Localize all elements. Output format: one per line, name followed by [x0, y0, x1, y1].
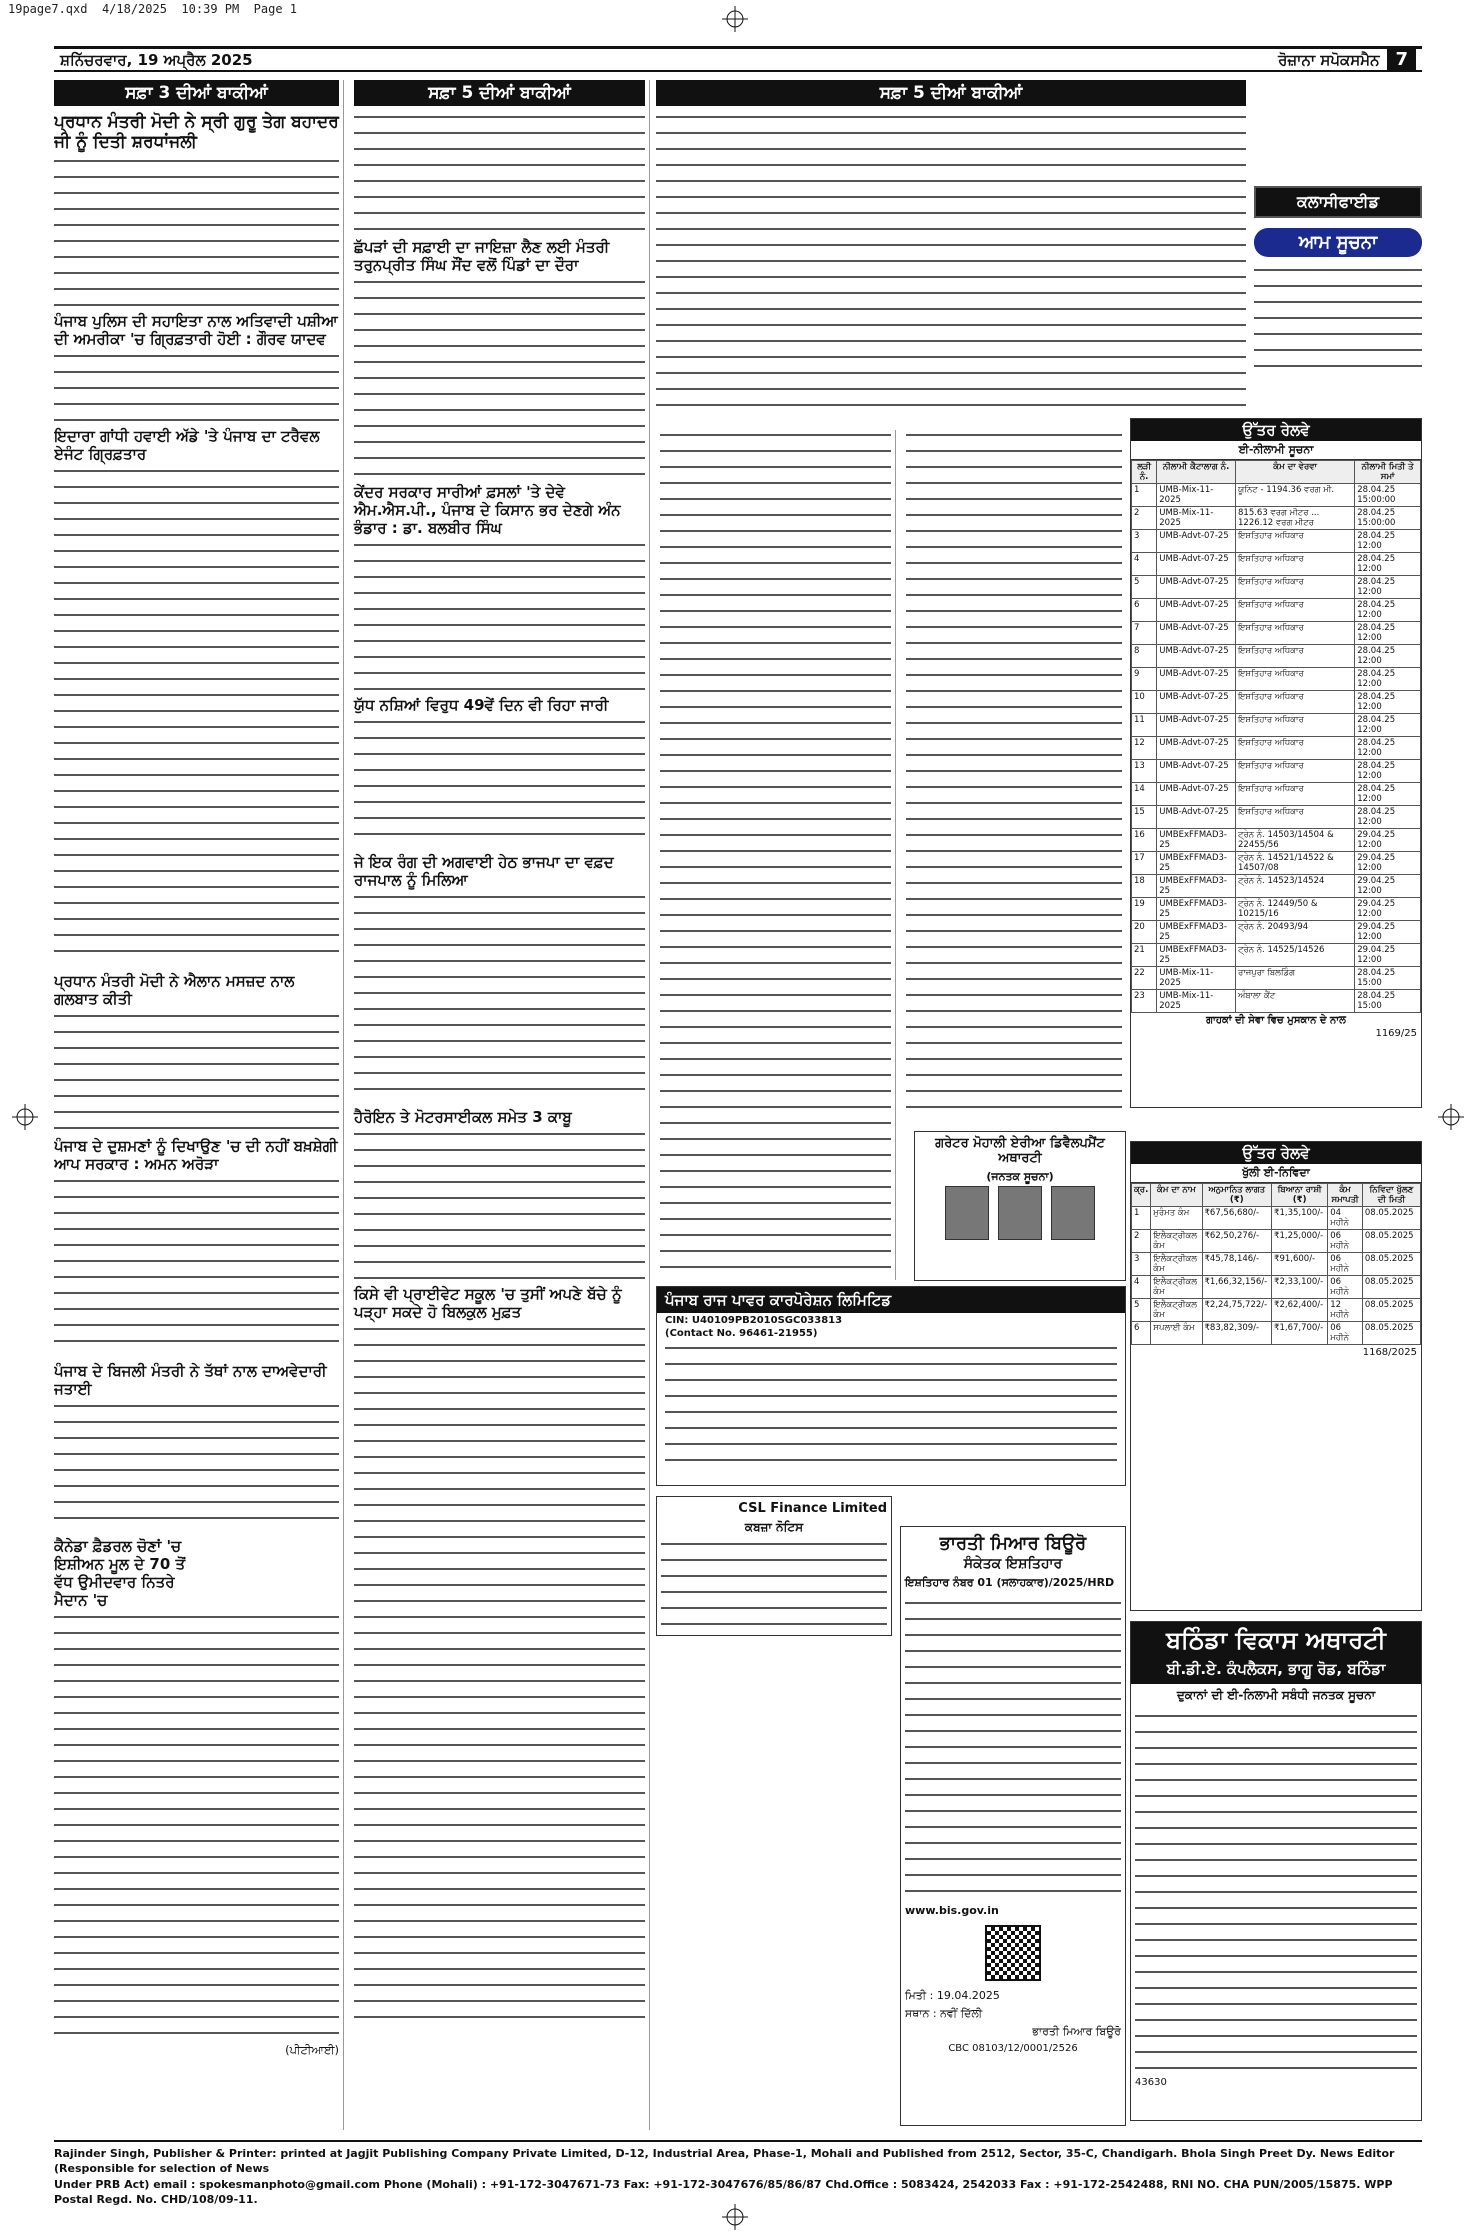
- table-cell: UMB-Advt-07-25: [1157, 760, 1236, 783]
- auction-table: [1131, 460, 1421, 1013]
- pspcl-notice: [656, 1286, 1126, 1486]
- article-body: [354, 717, 645, 847]
- table-row: [1132, 967, 1421, 990]
- table-cell: 14: [1132, 783, 1157, 806]
- article-body: [54, 466, 339, 966]
- classified-ad: [1254, 186, 1422, 375]
- table-header: ਕੰਮ ਸਮਾਪਤੀ: [1328, 1184, 1363, 1207]
- table-row: [1132, 714, 1421, 737]
- bis-date: ਮਿਤੀ : 19.04.2025: [905, 1989, 1000, 2002]
- article-body: [54, 1612, 339, 2042]
- table-cell: 28.04.25 12:00: [1355, 806, 1421, 829]
- bis-code: CBC 08103/12/0001/2526: [948, 2043, 1078, 2054]
- table-cell: UMB-Advt-07-25: [1157, 783, 1236, 806]
- table-row: [1132, 1322, 1421, 1345]
- table-cell: 28.04.25 15:00: [1355, 967, 1421, 990]
- table-cell: 2: [1132, 507, 1157, 530]
- headline: ਛੱਪੜਾਂ ਦੀ ਸਫ਼ਾਈ ਦਾ ਜਾਇਜ਼ਾ ਲੈਣ ਲਈ ਮੰਤਰੀ ਤਰੁਨਪ੍ਰੀਤ ਸਿੰਘ ਸੌਂਦ ਵਲੋਂ ਪਿੰਡਾਂ ਦਾ ਦੌਰਾ: [354, 238, 610, 274]
- table-cell: ਇਲੈਕਟ੍ਰੀਕਲ ਕੰਮ: [1151, 1276, 1202, 1299]
- table-header: ਕੰਮ ਦਾ ਨਾਮ: [1151, 1184, 1202, 1207]
- table-cell: UMBExFFMAD3-25: [1157, 829, 1236, 852]
- table-cell: 08.05.2025: [1362, 1253, 1420, 1276]
- notice-body: [661, 1539, 887, 1629]
- table-cell: 28.04.25 15:00: [1355, 990, 1421, 1013]
- table-cell: ਇਸ਼ਤਿਹਾਰ ਅਧਿਕਾਰ: [1236, 691, 1355, 714]
- table-cell: UMB-Advt-07-25: [1157, 553, 1236, 576]
- table-cell: 28.04.25 12:00: [1355, 553, 1421, 576]
- table-cell: 28.04.25 12:00: [1355, 668, 1421, 691]
- headline: ਪੰਜਾਬ ਦੇ ਬਿਜਲੀ ਮੰਤਰੀ ਨੇ ਤੱਥਾਂ ਨਾਲ ਦਾਅਵੇਦਾਰੀ ਜਤਾਈ: [54, 1361, 327, 1398]
- table-cell: ₹91,600/-: [1272, 1253, 1328, 1276]
- article-body: [54, 351, 339, 421]
- article-body: [54, 1176, 339, 1356]
- table-cell: UMB-Advt-07-25: [1157, 530, 1236, 553]
- bis-sign: ਭਾਰਤੀ ਮਿਆਰ ਬਿਊਰੋ: [1032, 2025, 1121, 2038]
- registration-mark-icon: [12, 1104, 38, 1130]
- section-banner: ਸਫ਼ਾ 5 ਦੀਆਂ ਬਾਕੀਆਂ: [656, 80, 1246, 106]
- table-cell: 08.05.2025: [1362, 1230, 1420, 1253]
- bda-sub: ਬੀ.ਡੀ.ਏ. ਕੰਪਲੈਕਸ, ਭਾਗੂ ਰੋਡ, ਬਠਿੰਡਾ: [1131, 1658, 1421, 1684]
- pspcl-contact: (Contact No. 96461-21955): [665, 1328, 818, 1339]
- table-cell: ਟ੍ਰੇਨ ਨੰ. 14521/14522 & 14507/08: [1236, 852, 1355, 875]
- article-body: [354, 1129, 645, 1279]
- table-cell: 28.04.25 12:00: [1355, 691, 1421, 714]
- table-cell: 3: [1132, 530, 1157, 553]
- headline: ਕਿਸੇ ਵੀ ਪ੍ਰਾਈਵੇਟ ਸਕੂਲ 'ਚ ਤੁਸੀਂ ਅਪਣੇ ਬੱਚੇ ਨੂੰ ਪੜ੍ਹਾ ਸਕਦੇ ਹੋ ਬਿਲਕੁਲ ਮੁਫ਼ਤ: [354, 1285, 622, 1321]
- table-row: [1132, 645, 1421, 668]
- table-cell: ਇਸ਼ਤਿਹਾਰ ਅਧਿਕਾਰ: [1236, 553, 1355, 576]
- table-cell: 06 ਮਹੀਨੇ: [1328, 1276, 1363, 1299]
- table-cell: ਯੂਨਿਟ - 1194.36 ਵਰਗ ਮੀ.: [1236, 484, 1355, 507]
- table-cell: ਇਸ਼ਤਿਹਾਰ ਅਧਿਕਾਰ: [1236, 760, 1355, 783]
- table-row: [1132, 599, 1421, 622]
- table-cell: 28.04.25 12:00: [1355, 645, 1421, 668]
- registration-mark-icon: [722, 2204, 748, 2230]
- table-cell: UMB-Mix-11-2025: [1157, 967, 1236, 990]
- rail-footer: ਗਾਹਕਾਂ ਦੀ ਸੇਵਾ ਵਿਚ ਮੁਸਕਾਨ ਦੇ ਨਾਲ: [1206, 1015, 1346, 1026]
- rail-sub: ਈ-ਨੀਲਾਮੀ ਸੂਚਨਾ: [1131, 441, 1421, 460]
- pspcl-cin: CIN: U40109PB2010SGC033813: [665, 1315, 843, 1326]
- table-row: [1132, 829, 1421, 852]
- article-body: [54, 1401, 339, 1531]
- table-cell: 28.04.25 15:00:00: [1355, 484, 1421, 507]
- table-row: [1132, 530, 1421, 553]
- table-cell: UMB-Mix-11-2025: [1157, 484, 1236, 507]
- csl-notice: [656, 1496, 892, 1636]
- table-cell: 29.04.25 12:00: [1355, 898, 1421, 921]
- bis-notice: [900, 1526, 1126, 2126]
- table-cell: UMB-Mix-11-2025: [1157, 990, 1236, 1013]
- table-cell: 28.04.25 12:00: [1355, 530, 1421, 553]
- table-cell: ₹2,24,75,722/-: [1202, 1299, 1272, 1322]
- railway-eauction: [1130, 418, 1422, 1108]
- article-body: [660, 430, 891, 1270]
- table-cell: 8: [1132, 645, 1157, 668]
- table-cell: 29.04.25 12:00: [1355, 829, 1421, 852]
- table-row: [1132, 875, 1421, 898]
- table-row: [1132, 691, 1421, 714]
- newspaper-page: [54, 46, 1422, 2206]
- table-cell: 06 ਮਹੀਨੇ: [1328, 1230, 1363, 1253]
- rail-code: 1169/25: [1375, 1028, 1417, 1039]
- csl-title: ਕਬਜ਼ਾ ਨੋਟਿਸ: [744, 1520, 804, 1534]
- table-cell: UMB-Advt-07-25: [1157, 576, 1236, 599]
- article-body: [354, 277, 645, 477]
- table-cell: 28.04.25 12:00: [1355, 760, 1421, 783]
- table-header: ਕ੍ਰ.: [1132, 1184, 1151, 1207]
- tender-table: [1131, 1183, 1421, 1345]
- article-body: [54, 1011, 339, 1131]
- table-cell: ਇਸ਼ਤਿਹਾਰ ਅਧਿਕਾਰ: [1236, 622, 1355, 645]
- table-cell: ₹1,35,100/-: [1272, 1207, 1328, 1230]
- bda-notice: [1130, 1621, 1422, 2121]
- tender-table: [665, 1343, 1117, 1463]
- table-cell: 10: [1132, 691, 1157, 714]
- table-cell: ਟ੍ਰੇਨ ਨੰ. 14523/14524: [1236, 875, 1355, 898]
- imprint-line: Rajinder Singh, Publisher & Printer: printed at Jagjit Publishing Company Private Limited, D-12, Industrial Area, Phase-1, Mohali and Published from 2512, Sector, 35-C, Chandigarh. Bhola Singh Preet Dy. News Editor (Responsible for selection of News: [54, 2147, 1395, 2176]
- headline: ਇਦਾਰਾ ਗਾਂਧੀ ਹਵਾਈ ਅੱਡੇ 'ਤੇ ਪੰਜਾਬ ਦਾ ਟਰੈਵਲ ਏਜੰਟ ਗ੍ਰਿਫ਼ਤਾਰ: [54, 426, 320, 463]
- table-cell: ਇਸ਼ਤਿਹਾਰ ਅਧਿਕਾਰ: [1236, 806, 1355, 829]
- person-photo: [945, 1186, 989, 1240]
- article-body: [906, 430, 1122, 1120]
- table-cell: 19: [1132, 898, 1157, 921]
- bda-note: ਦੁਕਾਨਾਂ ਦੀ ਈ-ਨਿਲਾਮੀ ਸਬੰਧੀ ਜਨਤਕ ਸੂਚਨਾ: [1176, 1688, 1376, 1702]
- table-cell: UMBExFFMAD3-25: [1157, 898, 1236, 921]
- bda-title: ਬਠਿੰਡਾ ਵਿਕਾਸ ਅਥਾਰਟੀ: [1131, 1622, 1421, 1658]
- table-cell: 28.04.25 12:00: [1355, 599, 1421, 622]
- table-cell: 17: [1132, 852, 1157, 875]
- print-slug: 19page7.qxd 4/18/2025 10:39 PM Page 1: [8, 2, 298, 16]
- table-cell: ਰਾਜਪੁਰਾ ਬਿਲਡਿੰਗ: [1236, 967, 1355, 990]
- notice-body: [1254, 265, 1422, 375]
- article-body: [54, 156, 339, 306]
- table-cell: UMB-Advt-07-25: [1157, 691, 1236, 714]
- table-cell: UMB-Advt-07-25: [1157, 806, 1236, 829]
- table-cell: 28.04.25 12:00: [1355, 714, 1421, 737]
- table-cell: 20: [1132, 921, 1157, 944]
- section-banner: ਸਫ਼ਾ 5 ਦੀਆਂ ਬਾਕੀਆਂ: [354, 80, 645, 106]
- table-cell: 29.04.25 12:00: [1355, 852, 1421, 875]
- table-cell: ਇਸ਼ਤਿਹਾਰ ਅਧਿਕਾਰ: [1236, 737, 1355, 760]
- table-header: ਨੀਲਾਮੀ ਮਿਤੀ ਤੇ ਸਮਾਂ: [1355, 461, 1421, 484]
- table-row: [1132, 944, 1421, 967]
- table-cell: ₹45,78,146/-: [1202, 1253, 1272, 1276]
- table-cell: UMBExFFMAD3-25: [1157, 852, 1236, 875]
- table-cell: 18: [1132, 875, 1157, 898]
- table-cell: ₹62,50,276/-: [1202, 1230, 1272, 1253]
- table-cell: 16: [1132, 829, 1157, 852]
- table-cell: 28.04.25 15:00:00: [1355, 507, 1421, 530]
- table-cell: 29.04.25 12:00: [1355, 944, 1421, 967]
- table-row: [1132, 576, 1421, 599]
- bis-site: www.bis.gov.in: [905, 1904, 999, 1917]
- table-cell: ਟ੍ਰੇਨ ਨੰ. 12449/50 & 10215/16: [1236, 898, 1355, 921]
- table-cell: 6: [1132, 1322, 1151, 1345]
- table-row: [1132, 921, 1421, 944]
- rail-title: ਉੱਤਰ ਰੇਲਵੇ: [1131, 419, 1421, 441]
- table-cell: 28.04.25 12:00: [1355, 783, 1421, 806]
- table-cell: UMBExFFMAD3-25: [1157, 921, 1236, 944]
- table-cell: 7: [1132, 622, 1157, 645]
- table-row: [1132, 1230, 1421, 1253]
- table-cell: UMBExFFMAD3-25: [1157, 875, 1236, 898]
- table-cell: ₹2,62,400/-: [1272, 1299, 1328, 1322]
- table-cell: ਇਸ਼ਤਿਹਾਰ ਅਧਿਕਾਰ: [1236, 783, 1355, 806]
- qr-code: [985, 1925, 1041, 1981]
- table-cell: ਇਲੈਕਟ੍ਰੀਕਲ ਕੰਮ: [1151, 1230, 1202, 1253]
- table-row: [1132, 783, 1421, 806]
- article-body: [354, 112, 645, 232]
- headline: ਜੇ ਇਕ ਰੰਗ ਦੀ ਅਗਵਾਈ ਹੇਠ ਭਾਜਪਾ ਦਾ ਵਫ਼ਦ ਰਾਜਪਾਲ ਨੂੰ ਮਿਲਿਆ: [354, 853, 614, 889]
- table-cell: 04 ਮਹੀਨੇ: [1328, 1207, 1363, 1230]
- table-cell: 15: [1132, 806, 1157, 829]
- table-cell: ਇਲੈਕਟ੍ਰੀਕਲ ਕੰਮ: [1151, 1299, 1202, 1322]
- table-cell: ਸਪਲਾਈ ਕੰਮ: [1151, 1322, 1202, 1345]
- imprint-line: Under PRB Act) email : spokesmanphoto@gmail.com Phone (Mohali) : +91-172-3047671-73 Fax: +91-172-3047676/85/86/87 Chd.Office : 5083424, 2542033 Fax : +91-172-2542488, RNI NO. CHA PUN/2005/15875. WPP Postal Regd. No. CHD/108/09-11.: [54, 2177, 1393, 2207]
- table-cell: 22: [1132, 967, 1157, 990]
- table-cell: 12: [1132, 737, 1157, 760]
- table-row: [1132, 898, 1421, 921]
- paper-name: ਰੋਜ਼ਾਨਾ ਸਪੋਕਸਮੈਨ: [1278, 50, 1380, 69]
- bda-code: 43630: [1135, 2077, 1167, 2088]
- table-row: [1132, 507, 1421, 530]
- classified-logo: ਕਲਾਸੀਫਾਈਡ: [1254, 186, 1422, 218]
- headline: ਪ੍ਰਧਾਨ ਮੰਤਰੀ ਮੋਦੀ ਨੇ ਸ੍ਰੀ ਗੁਰੂ ਤੇਗ ਬਹਾਦਰ ਜੀ ਨੂੰ ਦਿਤੀ ਸ਼ਰਧਾਂਜਲੀ: [54, 112, 339, 153]
- gmada-title: ਗਰੇਟਰ ਮੋਹਾਲੀ ਏਰੀਆ ਡਿਵੈਲਪਮੈਂਟ ਅਥਾਰਟੀ: [935, 1136, 1105, 1166]
- registration-mark-icon: [1438, 1104, 1464, 1130]
- table-cell: 4: [1132, 1276, 1151, 1299]
- table-header: ਨੀਲਾਮੀ ਕੈਟਾਲਾਗ ਨੰ.: [1157, 461, 1236, 484]
- person-photo: [998, 1186, 1042, 1240]
- table-cell: 08.05.2025: [1362, 1322, 1420, 1345]
- table-row: [1132, 622, 1421, 645]
- table-cell: 08.05.2025: [1362, 1207, 1420, 1230]
- person-photo: [1051, 1186, 1095, 1240]
- table-cell: ਟ੍ਰੇਨ ਨੰ. 14525/14526: [1236, 944, 1355, 967]
- table-row: [1132, 1207, 1421, 1230]
- registration-mark-icon: [722, 6, 748, 32]
- table-cell: ₹1,67,700/-: [1272, 1322, 1328, 1345]
- table-cell: UMB-Advt-07-25: [1157, 599, 1236, 622]
- rail-code: 1168/2025: [1362, 1347, 1417, 1358]
- continuation-column: [656, 430, 896, 1280]
- table-row: [1132, 990, 1421, 1013]
- table-cell: UMB-Advt-07-25: [1157, 645, 1236, 668]
- headline: ਯੁੱਧ ਨਸ਼ਿਆਂ ਵਿਰੁਧ 49ਵੇਂ ਦਿਨ ਵੀ ਰਿਹਾ ਜਾਰੀ: [354, 696, 609, 714]
- table-cell: 3: [1132, 1253, 1151, 1276]
- table-row: [1132, 668, 1421, 691]
- table-cell: 5: [1132, 576, 1157, 599]
- table-cell: 29.04.25 12:00: [1355, 875, 1421, 898]
- table-cell: 1: [1132, 1207, 1151, 1230]
- pspcl-title: ਪੰਜਾਬ ਰਾਜ ਪਾਵਰ ਕਾਰਪੋਰੇਸ਼ਨ ਲਿਮਿਟਿਡ: [657, 1287, 1125, 1313]
- table-header: ਅਨੁਮਾਨਿਤ ਲਾਗਤ (₹): [1202, 1184, 1272, 1207]
- table-cell: UMB-Advt-07-25: [1157, 668, 1236, 691]
- table-cell: 08.05.2025: [1362, 1276, 1420, 1299]
- section-banner: ਸਫ਼ਾ 3 ਦੀਆਂ ਬਾਕੀਆਂ: [54, 80, 339, 106]
- table-row: [1132, 737, 1421, 760]
- table-cell: 12 ਮਹੀਨੇ: [1328, 1299, 1363, 1322]
- table-cell: 13: [1132, 760, 1157, 783]
- table-cell: ਇਸ਼ਤਿਹਾਰ ਅਧਿਕਾਰ: [1236, 714, 1355, 737]
- table-header: ਲੜੀ ਨੰ.: [1132, 461, 1157, 484]
- mid-column: [350, 80, 650, 2130]
- table-cell: 28.04.25 12:00: [1355, 576, 1421, 599]
- headline: ਹੈਰੋਇਨ ਤੇ ਮੋਟਰਸਾਈਕਲ ਸਮੇਤ 3 ਕਾਬੂ: [354, 1108, 572, 1126]
- table-cell: ₹67,56,680/-: [1202, 1207, 1272, 1230]
- table-row: [1132, 760, 1421, 783]
- table-row: [1132, 484, 1421, 507]
- table-cell: ਟ੍ਰੇਨ ਨੰ. 20493/94: [1236, 921, 1355, 944]
- table-header: ਨਿਵਿਦਾ ਖੁੱਲਣ ਦੀ ਮਿਤੀ: [1362, 1184, 1420, 1207]
- article-body: [354, 540, 645, 690]
- bis-sub: ਸੰਕੇਤਕ ਇਸ਼ਤਿਹਾਰ: [963, 1556, 1063, 1572]
- table-cell: ਇਸ਼ਤਿਹਾਰ ਅਧਿਕਾਰ: [1236, 576, 1355, 599]
- table-cell: ₹1,25,000/-: [1272, 1230, 1328, 1253]
- table-row: [1132, 806, 1421, 829]
- table-cell: 06 ਮਹੀਨੇ: [1328, 1253, 1363, 1276]
- headline: ਕੇਂਦਰ ਸਰਕਾਰ ਸਾਰੀਆਂ ਫ਼ਸਲਾਂ 'ਤੇ ਦੇਵੇ ਐਮ.ਐਸ.ਪੀ., ਪੰਜਾਬ ਦੇ ਕਿਸਾਨ ਭਰ ਦੇਣਗੇ ਅੰਨ ਭੰਡਾਰ : ਡਾ. ਬਲਬੀਰ ਸਿੰਘ: [354, 483, 621, 537]
- table-cell: ਇਸ਼ਤਿਹਾਰ ਅਧਿਕਾਰ: [1236, 668, 1355, 691]
- rail-sub: ਖੁੱਲੀ ਈ-ਨਿਵਿਦਾ: [1131, 1164, 1421, 1183]
- gmada-notice: [914, 1131, 1126, 1281]
- notice-body: [905, 1598, 1121, 1898]
- table-cell: 6: [1132, 599, 1157, 622]
- imprint-footer: [54, 2140, 1422, 2208]
- table-cell: ਮੁਰੰਮਤ ਕੰਮ: [1151, 1207, 1202, 1230]
- table-cell: 23: [1132, 990, 1157, 1013]
- table-cell: 28.04.25 12:00: [1355, 622, 1421, 645]
- table-cell: ਟ੍ਰੇਨ ਨੰ. 14503/14504 & 22455/56: [1236, 829, 1355, 852]
- table-row: [1132, 1276, 1421, 1299]
- rail-title: ਉੱਤਰ ਰੇਲਵੇ: [1131, 1142, 1421, 1164]
- masthead: [54, 46, 1422, 72]
- table-cell: UMBExFFMAD3-25: [1157, 944, 1236, 967]
- table-row: [1132, 852, 1421, 875]
- page-number: 7: [1387, 49, 1416, 71]
- table-cell: 1: [1132, 484, 1157, 507]
- headline: ਪ੍ਰਧਾਨ ਮੰਤਰੀ ਮੋਦੀ ਨੇ ਐਲਾਨ ਮਸਜ਼ਦ ਨਾਲ ਗਲਬਾਤ ਕੀਤੀ: [54, 971, 295, 1008]
- public-notice-badge: ਆਮ ਸੂਚਨਾ: [1254, 228, 1422, 257]
- table-cell: 29.04.25 12:00: [1355, 921, 1421, 944]
- table-header: ਬਿਆਨਾ ਰਾਸ਼ੀ (₹): [1272, 1184, 1328, 1207]
- table-row: [1132, 1299, 1421, 1322]
- gmada-sub: (ਜਨਤਕ ਸੂਚਨਾ): [986, 1170, 1054, 1183]
- table-cell: 06 ਮਹੀਨੇ: [1328, 1322, 1363, 1345]
- article-body: [354, 1324, 645, 2024]
- table-cell: 4: [1132, 553, 1157, 576]
- issue-date: ਸ਼ਨਿੱਚਰਵਾਰ, 19 ਅਪ੍ਰੈਲ 2025: [60, 50, 253, 69]
- table-cell: ਅੰਬਾਲਾ ਕੈਂਟ: [1236, 990, 1355, 1013]
- table-cell: ₹83,82,309/-: [1202, 1322, 1272, 1345]
- table-cell: ₹1,66,32,156/-: [1202, 1276, 1272, 1299]
- table-cell: 2: [1132, 1230, 1151, 1253]
- table-cell: 5: [1132, 1299, 1151, 1322]
- headline: ਪੰਜਾਬ ਪੁਲਿਸ ਦੀ ਸਹਾਇਤਾ ਨਾਲ ਅਤਿਵਾਦੀ ਪਸ਼ੀਆ ਦੀ ਅਮਰੀਕਾ 'ਚ ਗ੍ਰਿਫ਼ਤਾਰੀ ਹੋਈ : ਗੌਰਵ ਯਾਦਵ: [54, 311, 338, 348]
- bis-title: ਭਾਰਤੀ ਮਿਆਰ ਬਿਊਰੋ: [939, 1533, 1087, 1554]
- headline: ਕੈਨੇਡਾ ਫ਼ੈਡਰਲ ਚੋਣਾਂ 'ਚ ਇਸ਼ੀਅਨ ਮੂਲ ਦੇ 70 ਤੋਂ ਵੱਧ ਉਮੀਦਵਾਰ ਨਿਤਰੇ ਮੈਦਾਨ 'ਚ: [54, 1536, 186, 1609]
- railway-etender: [1130, 1141, 1422, 1611]
- bis-place: ਸਥਾਨ : ਨਵੀਂ ਦਿੱਲੀ: [905, 2007, 983, 2020]
- table-cell: ਇਸ਼ਤਿਹਾਰ ਅਧਿਕਾਰ: [1236, 599, 1355, 622]
- table-cell: UMB-Mix-11-2025: [1157, 507, 1236, 530]
- table-cell: 815.63 ਵਰਗ ਮੀਟਰ ... 1226.12 ਵਰਗ ਮੀਟਰ: [1236, 507, 1355, 530]
- table-row: [1132, 553, 1421, 576]
- table-cell: 28.04.25 12:00: [1355, 737, 1421, 760]
- article-body: [354, 892, 645, 1102]
- table-cell: ਇਲੈਕਟ੍ਰੀਕਲ ਕੰਮ: [1151, 1253, 1202, 1276]
- continuation-column: [902, 430, 1126, 1120]
- left-column: [54, 80, 344, 2130]
- headline: ਪੰਜਾਬ ਦੇ ਦੁਸ਼ਮਣਾਂ ਨੂੰ ਦਿਖਾਉਣ 'ਚ ਦੀ ਨਹੀਂ ਬਖ਼ਸ਼ੇਗੀ ਆਪ ਸਰਕਾਰ : ਅਮਨ ਅਰੋੜਾ: [54, 1136, 338, 1173]
- table-cell: UMB-Advt-07-25: [1157, 622, 1236, 645]
- table-cell: ₹2,33,100/-: [1272, 1276, 1328, 1299]
- table-cell: ਇਸ਼ਤਿਹਾਰ ਅਧਿਕਾਰ: [1236, 645, 1355, 668]
- table-cell: UMB-Advt-07-25: [1157, 737, 1236, 760]
- table-cell: 08.05.2025: [1362, 1299, 1420, 1322]
- article-body: [656, 112, 1246, 412]
- table-cell: 21: [1132, 944, 1157, 967]
- table-row: [1132, 1253, 1421, 1276]
- table-cell: 9: [1132, 668, 1157, 691]
- table-cell: 11: [1132, 714, 1157, 737]
- csl-name: CSL Finance Limited: [738, 1501, 887, 1516]
- bis-ad-no: ਇਸ਼ਤਿਹਾਰ ਨੰਬਰ 01 (ਸਲਾਹਕਾਰ)/2025/HRD: [905, 1576, 1115, 1589]
- table-header: ਕੰਮ ਦਾ ਵੇਰਵਾ: [1236, 461, 1355, 484]
- table-cell: ਇਸ਼ਤਿਹਾਰ ਅਧਿਕਾਰ: [1236, 530, 1355, 553]
- notice-body: [1135, 1711, 1417, 2071]
- credit: (ਪੀਟੀਆਈ): [285, 2042, 339, 2057]
- table-cell: UMB-Advt-07-25: [1157, 714, 1236, 737]
